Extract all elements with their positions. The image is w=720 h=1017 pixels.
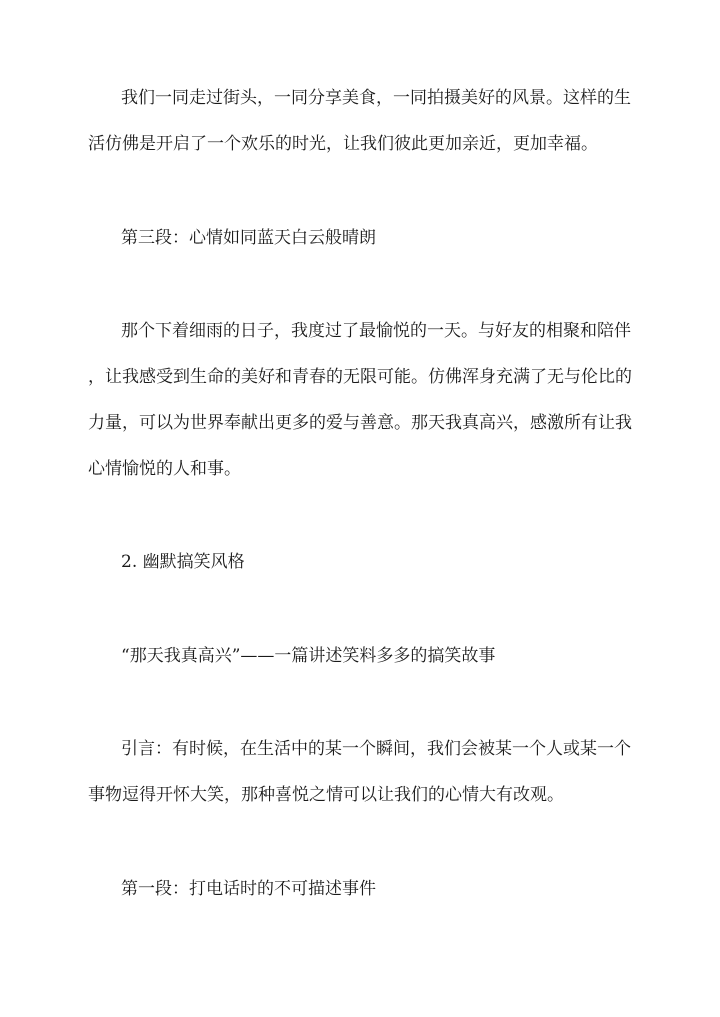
paragraph-introduction bbox=[88, 726, 648, 818]
text-line: 力量，可以为世界奉献出更多的爱与善意。那天我真高兴，感激所有让我 bbox=[88, 413, 632, 433]
text-line: 心情愉悦的人和事。 bbox=[88, 459, 241, 479]
section-heading-first bbox=[88, 866, 648, 912]
section-heading-third bbox=[88, 215, 648, 261]
text-line: 活仿佛是开启了一个欢乐的时光，让我们彼此更加亲近，更加幸福。 bbox=[88, 134, 598, 154]
text-line: 第一段：打电话时的不可描述事件 bbox=[121, 879, 376, 899]
paragraph-shared-moments bbox=[88, 75, 648, 167]
text-line: 2. 幽默搞笑风格 bbox=[121, 552, 245, 572]
text-line: 那个下着细雨的日子，我度过了最愉悦的一天。与好友的相聚和陪伴 bbox=[121, 321, 631, 341]
paragraph-rainy-day bbox=[88, 308, 648, 492]
story-title bbox=[88, 633, 648, 679]
text-line: 第三段：心情如同蓝天白云般晴朗 bbox=[121, 228, 376, 248]
text-line: ，让我感受到生命的美好和青春的无限可能。仿佛浑身充满了无与伦比的 bbox=[88, 367, 632, 387]
text-line: 事物逗得开怀大笑，那种喜悦之情可以让我们的心情大有改观。 bbox=[88, 785, 564, 805]
section-heading-humor-style bbox=[88, 539, 648, 585]
text-line: “那天我真高兴”——一篇讲述笑料多多的搞笑故事 bbox=[121, 646, 496, 666]
text-line: 引言：有时候，在生活中的某一个瞬间，我们会被某一个人或某一个 bbox=[121, 739, 631, 759]
text-line: 我们一同走过街头，一同分享美食，一同拍摄美好的风景。这样的生 bbox=[121, 88, 631, 108]
